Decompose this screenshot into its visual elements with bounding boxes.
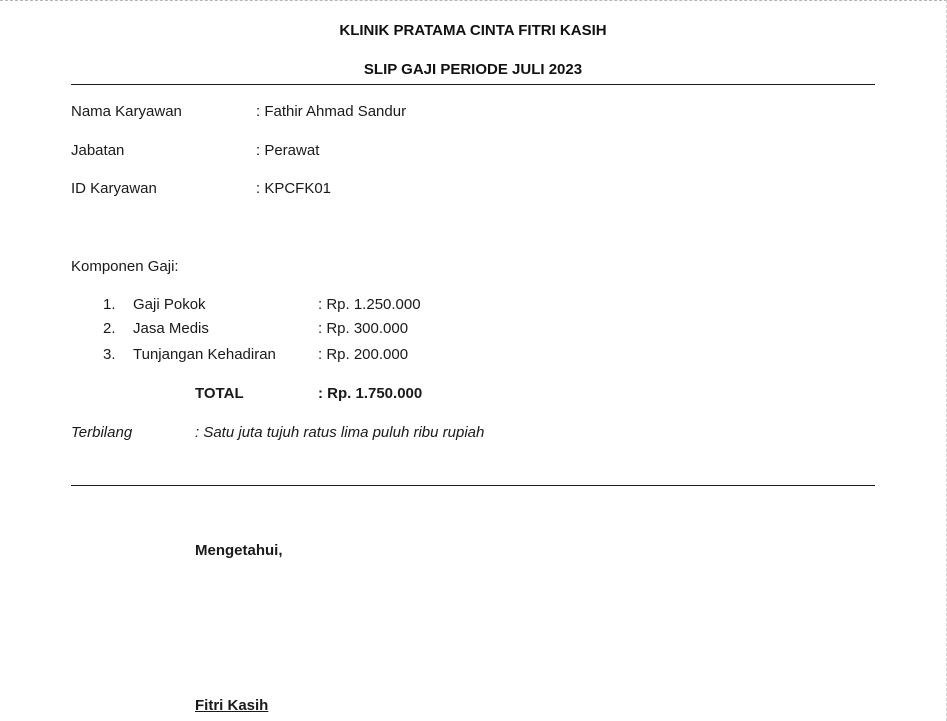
approval-label: Mengetahui, bbox=[195, 542, 283, 559]
salary-item-value: : Rp. 200.000 bbox=[318, 346, 409, 363]
clinic-name: KLINIK PRATAMA CINTA FITRI KASIH bbox=[339, 22, 607, 39]
salary-item-number: 1. bbox=[103, 296, 116, 313]
salary-item-label: Tunjangan Kehadiran bbox=[133, 346, 276, 363]
salary-item-label: Gaji Pokok bbox=[133, 296, 206, 313]
salary-item-number: 3. bbox=[103, 346, 116, 363]
footer-divider bbox=[71, 485, 875, 486]
salary-item-number: 2. bbox=[103, 320, 116, 337]
in-words-value: : Satu juta tujuh ratus lima puluh ribu rupiah bbox=[195, 424, 485, 441]
salary-item-label: Jasa Medis bbox=[133, 320, 209, 337]
in-words-label: Terbilang bbox=[71, 424, 133, 441]
employee-id-value: : KPCFK01 bbox=[256, 180, 332, 197]
salary-item-value: : Rp. 1.250.000 bbox=[318, 296, 421, 313]
employee-position-value: : Perawat bbox=[256, 142, 320, 159]
slip-title: SLIP GAJI PERIODE JULI 2023 bbox=[363, 61, 583, 78]
salary-item-value: : Rp. 300.000 bbox=[318, 320, 409, 337]
signer-name: Fitri Kasih bbox=[195, 697, 269, 714]
employee-name-value: : Fathir Ahmad Sandur bbox=[256, 103, 407, 120]
total-label: TOTAL bbox=[195, 385, 244, 402]
salary-section-label: Komponen Gaji: bbox=[71, 258, 179, 275]
employee-name-label: Nama Karyawan bbox=[71, 103, 182, 120]
employee-id-label: ID Karyawan bbox=[71, 180, 157, 197]
page-top-border bbox=[0, 0, 947, 1]
employee-position-label: Jabatan bbox=[71, 142, 125, 159]
total-value: : Rp. 1.750.000 bbox=[318, 385, 423, 402]
header-divider bbox=[71, 84, 875, 85]
